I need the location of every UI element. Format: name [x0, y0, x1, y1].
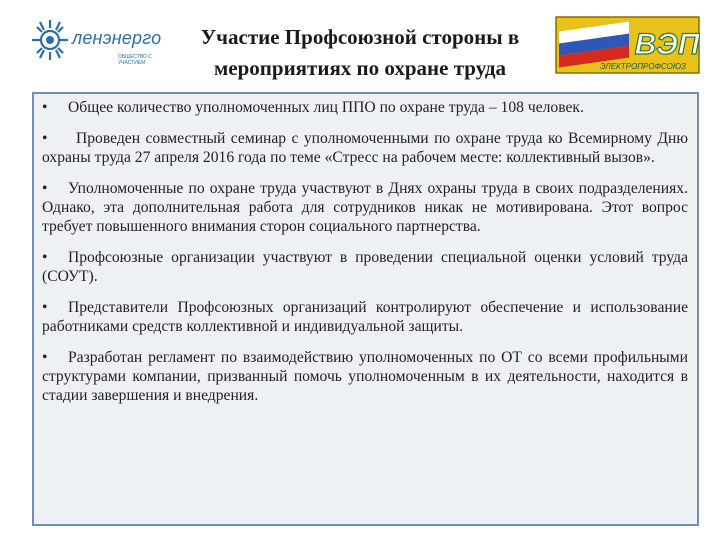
list-item [42, 348, 688, 405]
lenenergo-brand-text: ленэнерго [72, 28, 162, 48]
list-item [42, 179, 688, 236]
bullet-icon: • [42, 180, 48, 197]
list-item-text: Уполномоченные по охране труда участвуют в Днях охраны труда в своих подразделениях. Однако, эта дополнительная работа для сотрудников никак не мотивирована. Этот вопрос требует повышенного внимания сторон социального партнерства. [42, 180, 688, 235]
list-item-text: Общее количество уполномоченных лиц ППО по охране труда – 108 человек. [68, 99, 584, 116]
bullet-icon: • [42, 349, 48, 366]
bullet-icon: • [42, 249, 48, 266]
list-item [42, 248, 688, 286]
vep-letters: ВЭП [634, 28, 700, 61]
slide-header [0, 0, 720, 92]
lenenergo-logo [30, 14, 180, 66]
list-item-text: Проведен совместный семинар с уполномоченными по охране труда ко Всемирному Дню охраны труда 27 апреля 2016 года по теме «Стресс на рабочем месте: коллективный вызов». [42, 130, 688, 166]
list-item [42, 298, 688, 336]
list-item-text: Разработан регламент по взаимодействию уполномоченных по ОТ со всеми профильными структурами компании, призванный помочь уполномоченным в их деятельности, находится в стадии завершения и внедрения. [42, 349, 688, 404]
title-line-2: мероприятиях по охране труда [213, 56, 507, 80]
list-item [42, 98, 688, 117]
bullet-icon: • [42, 299, 48, 316]
lenenergo-tagline: ОБЩЕСТВО С УЧАСТИЕМ [118, 54, 152, 66]
list-item [42, 129, 688, 167]
bullet-icon: • [42, 130, 48, 147]
list-item-text: Представители Профсоюзных организаций контролируют обеспечение и использование работниками средств коллективной и индивидуальной защиты. [42, 299, 688, 335]
bullet-icon: • [42, 99, 48, 116]
bullet-list [42, 98, 688, 417]
vep-flag-logo-icon [555, 16, 700, 74]
lenenergo-logo-icon [30, 18, 70, 62]
list-item-text: Профсоюзные организации участвуют в проведении специальной оценки условий труда (СОУТ). [42, 249, 688, 285]
vep-subtitle: ЭЛЕКТРОПРОФСОЮЗ [600, 62, 686, 71]
title-line-1: Участие Профсоюзной стороны в [200, 25, 520, 49]
vep-logo [555, 16, 700, 74]
page-title [170, 22, 550, 84]
